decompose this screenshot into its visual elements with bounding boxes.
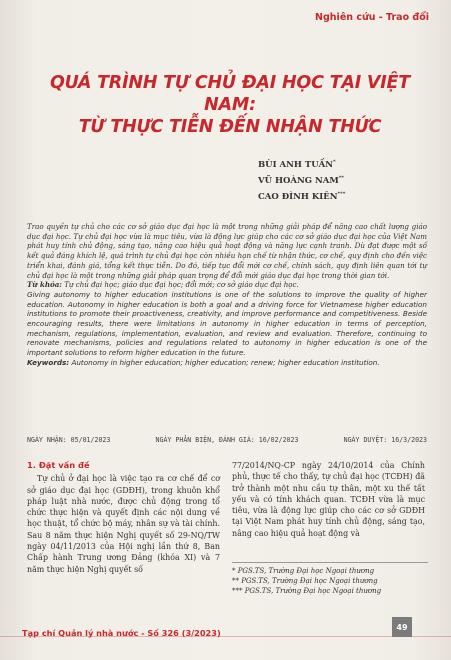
article-title [40, 72, 420, 138]
page-number: 49 [392, 617, 412, 637]
title-line-1: QUÁ TRÌNH TỰ CHỦ ĐẠI HỌC TẠI VIỆT NAM: [49, 73, 411, 115]
author-2: VŨ HOÀNG NAM** [258, 174, 344, 186]
keywords-english: Keywords: Autonomy in higher education; higher education; renew; higher education institution. [27, 357, 380, 367]
abstract-block [27, 222, 427, 368]
author-list [258, 156, 408, 203]
section-header: Nghiên cứu - Trao đổi [315, 12, 429, 23]
date-received: NGÀY NHẬN: 05/01/2023 [27, 436, 111, 444]
section-heading: 1. Đặt vấn đề [27, 460, 90, 470]
article-dates [27, 436, 427, 444]
footnote-2: ** PGS.TS, Trường Đại học Ngoại thương [232, 577, 378, 586]
footnote-3: *** PGS.TS, Trường Đại học Ngoại thương [232, 587, 382, 596]
keywords-vietnamese: Từ khóa: Tự chủ đại học; giáo dục đại học; đổi mới; cơ sở giáo dục đại học. [27, 280, 299, 290]
body-paragraph-right: 77/2014/NQ-CP ngày 24/10/2014 của Chính phủ, thực tế cho thấy, tự chủ đại học (TCĐH) đã trở thành một nhu cầu tự thân, một xu thế tất yếu và có tính khách quan. TCĐH vừa là mục tiêu, vừa là động lực giúp cho các cơ sở GDĐH tại Việt Nam phát huy tính chủ động, sáng tạo, nâng cao hiệu quả hoạt động và [232, 461, 425, 538]
author-footnotes [232, 562, 428, 597]
author-3: CAO ĐÌNH KIÊN*** [258, 190, 346, 202]
author-1: BÙI ANH TUẤN* [258, 159, 336, 170]
date-approved: NGÀY DUYỆT: 16/3/2023 [343, 436, 427, 444]
title-line-2: TỪ THỰC TIỄN ĐẾN NHẬN THỨC [78, 117, 382, 137]
footnote-1: * PGS.TS, Trường Đại học Ngoại thương [232, 567, 375, 575]
body-column-left [27, 460, 220, 575]
abstract-vietnamese: Trao quyền tự chủ cho các cơ sở giáo dục đại học là một trong những giải pháp để nâng cao chất lượng giáo dục đại học. Tự chủ đại học vừa là mục tiêu, vừa là động lực giúp cho các cơ sở giáo dục đại học của Việt Nam phát huy tính chủ động, sáng tạo, nâng cao hiệu quả hoạt động và năng lực cạnh tranh. Dù đạt được một số kết quả đáng khích lệ, quá trình tự chủ đại học còn nhiều hạn chế từ nhận thức, cơ chế, quy định cho đến việc triển khai, đánh giá, tổng kết thực tiễn. Do đó, tiếp tục đổi mới cơ chế, chính sách, quy định liên quan tới tự chủ đại học là một trong những giải pháp quan trọng để đổi mới giáo dục đại học trong thời gian tới. [27, 222, 427, 280]
journal-footer: Tạp chí Quản lý nhà nước - Số 326 (3/2023) [22, 628, 221, 638]
body-column-right [232, 460, 425, 539]
abstract-english: Giving autonomy to higher education institutions is one of the solutions to improve the quality of higher education. Autonomy in higher education is both a goal and a driving force for Vietnamese higher education institutions to promote their proactiveness, creativity, and improve performance and competitiveness. Beside encouraging results, there were limitations in autonomy in higher education in terms of perception, mechanism, regulations, implementation, evaluation, and review and evaluation. Therefore, continuing to renovate mechanisms, policies and regulations related to autonomy in higher education is one of the important solutions to reform higher education in the future. [27, 289, 427, 358]
body-paragraph-left: Tự chủ ở đại học là việc tạo ra cơ chế để cơ sở giáo dục đại học (GDĐH), trong khuôn khổ pháp luật nhà nước, được chủ động trong tổ chức thực hiện và quyết định các nội dung về học thuật, tổ chức bộ máy, nhân sự và tài chính. Sau 8 năm thực hiện Nghị quyết số 29-NQ/TW ngày 04/11/2013 của Hội nghị lần thứ 8, Ban Chấp hành Trung ương Đảng (khóa XI) và 7 năm thực hiện Nghị quyết số [27, 474, 220, 574]
date-reviewed: NGÀY PHẢN BIỆN, ĐÁNH GIÁ: 16/02/2023 [155, 436, 299, 444]
